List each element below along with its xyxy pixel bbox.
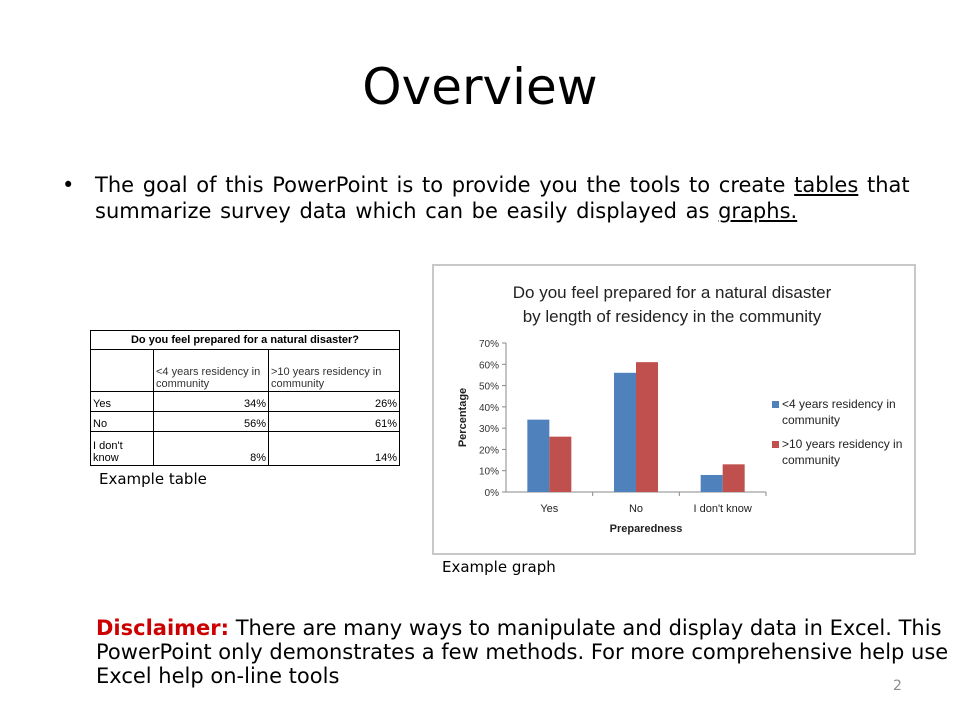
example-table [90,330,400,466]
table-cell: 26% [269,392,400,412]
bar [614,373,636,492]
bullet-text-part: The goal of this PowerPoint is to provide you the tools to create [95,173,795,197]
table-col-header: >10 years residency in community [269,350,400,392]
graphs-link: graphs. [718,199,798,223]
disclaimer-text: There are many ways to manipulate and display data in Excel. This PowerPoint only demonstrates a few methods. For more comprehensive help use Excel help on-line tools [96,616,949,688]
table-cell: 14% [269,432,400,466]
table-cell: 8% [154,432,269,466]
y-tick-label: 60% [478,360,499,372]
table-col-header: <4 years residency in community [154,350,269,392]
y-tick-label: 10% [478,466,499,478]
table-row-label: No [91,412,154,432]
page-number: 2 [893,678,902,694]
example-chart [432,264,916,555]
legend-label: community [782,413,841,427]
table-caption: Do you feel prepared for a natural disaster? [91,331,400,350]
bar [723,464,745,492]
bullet-dot-icon: • [62,173,75,197]
x-tick-label: Yes [540,503,559,515]
chart-title: Do you feel prepared for a natural disaster [512,283,832,302]
y-tick-label: 20% [478,445,499,457]
table-row-label: I don't know [91,432,154,466]
x-axis-title: Preparedness [609,523,683,535]
graph-example-caption: Example graph [442,558,556,576]
chart-title: by length of residency in the community [522,307,822,326]
legend-swatch [772,401,779,408]
disclaimer [96,616,956,688]
slide-title: Overview [362,58,598,116]
y-tick-label: 40% [478,402,499,414]
y-tick-label: 70% [478,339,499,350]
bar [701,475,723,492]
legend-swatch [772,441,779,448]
tables-link: tables [794,173,859,197]
legend-label: <4 years residency in [782,397,896,411]
disclaimer-label: Disclaimer: [96,616,230,640]
legend-label: community [782,453,841,467]
bar [636,362,658,492]
chart-svg [434,266,914,553]
legend-label: >10 years residency in [782,437,903,451]
bullet-text-part: that summarize survey data which can be easily displayed as [95,173,910,223]
y-tick-label: 30% [478,424,499,436]
table-row [91,412,400,432]
bullet-text [95,172,945,224]
y-tick-label: 0% [484,488,499,499]
x-tick-label: No [628,503,644,515]
bar [549,437,571,492]
table-example-caption: Example table [99,470,207,488]
table-cell: 34% [154,392,269,412]
y-axis-title: Percentage [457,387,469,448]
bar [527,420,549,492]
table-row [91,392,400,412]
x-tick-label: I don't know [693,503,752,515]
table-row-label: Yes [91,392,154,412]
y-tick-label: 50% [478,381,499,393]
table-corner-cell [91,350,154,392]
table-cell: 56% [154,412,269,432]
table-cell: 61% [269,412,400,432]
table-row [91,432,400,466]
